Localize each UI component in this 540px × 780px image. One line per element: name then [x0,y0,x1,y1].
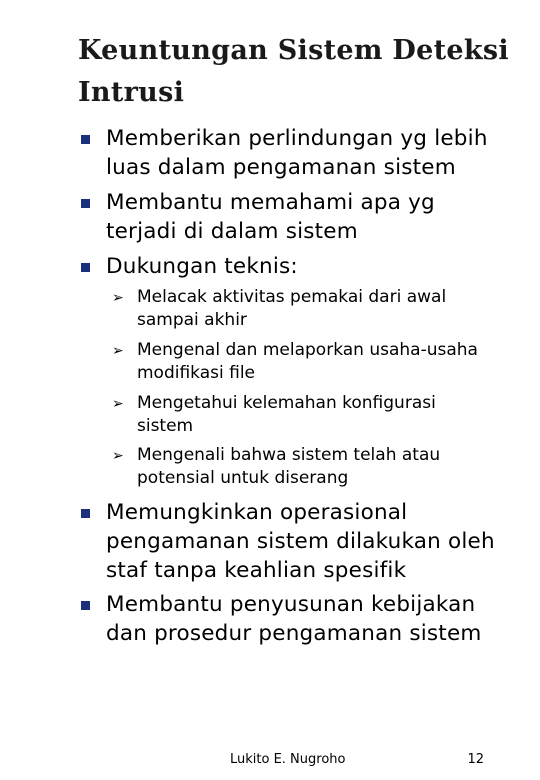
arrowhead-bullet-icon: ➢ [112,290,124,306]
bullet-item [106,590,506,648]
square-bullet-icon [81,263,90,272]
bullet-text: Memberikan perlindungan yg lebih luas dalam pengamanan sistem [106,126,488,180]
bullet-item [106,124,506,182]
square-bullet-icon [81,601,90,610]
page-number: 12 [467,752,484,767]
bullet-text: Membantu penyusunan kebijakan dan prosedur pengamanan sistem [106,592,482,646]
bullet-item [106,498,506,585]
slide-title: Keuntungan Sistem Deteksi Intrusi [78,35,509,108]
sub-bullet-text: Mengenali bahwa sistem telah atau potensial untuk diserang [137,445,441,488]
arrowhead-bullet-icon: ➢ [112,396,124,412]
square-bullet-icon [81,135,90,144]
sub-bullet-item [112,444,482,490]
bullet-text: Membantu memahami apa yg terjadi di dalam sistem [106,190,435,244]
square-bullet-icon [81,509,90,518]
sub-bullet-item [112,339,482,385]
sub-bullet-text: Melacak aktivitas pemakai dari awal sampai akhir [137,287,447,330]
square-bullet-icon [81,199,90,208]
sub-bullet-item [112,392,482,438]
bullet-item [106,188,506,246]
sub-bullet-text: Mengetahui kelemahan konfigurasi sistem [137,393,436,436]
bullet-text: Dukungan teknis: [106,254,298,279]
sub-bullet-text: Mengenal dan melaporkan usaha-usaha modifikasi file [137,340,478,383]
arrowhead-bullet-icon: ➢ [112,448,124,464]
sub-bullet-item [112,286,482,332]
footer-author: Lukito E. Nugroho [230,752,346,767]
bullet-item [106,252,506,281]
bullet-text: Memungkinkan operasional pengamanan sistem dilakukan oleh staf tanpa keahlian spesifik [106,500,495,583]
arrowhead-bullet-icon: ➢ [112,343,124,359]
